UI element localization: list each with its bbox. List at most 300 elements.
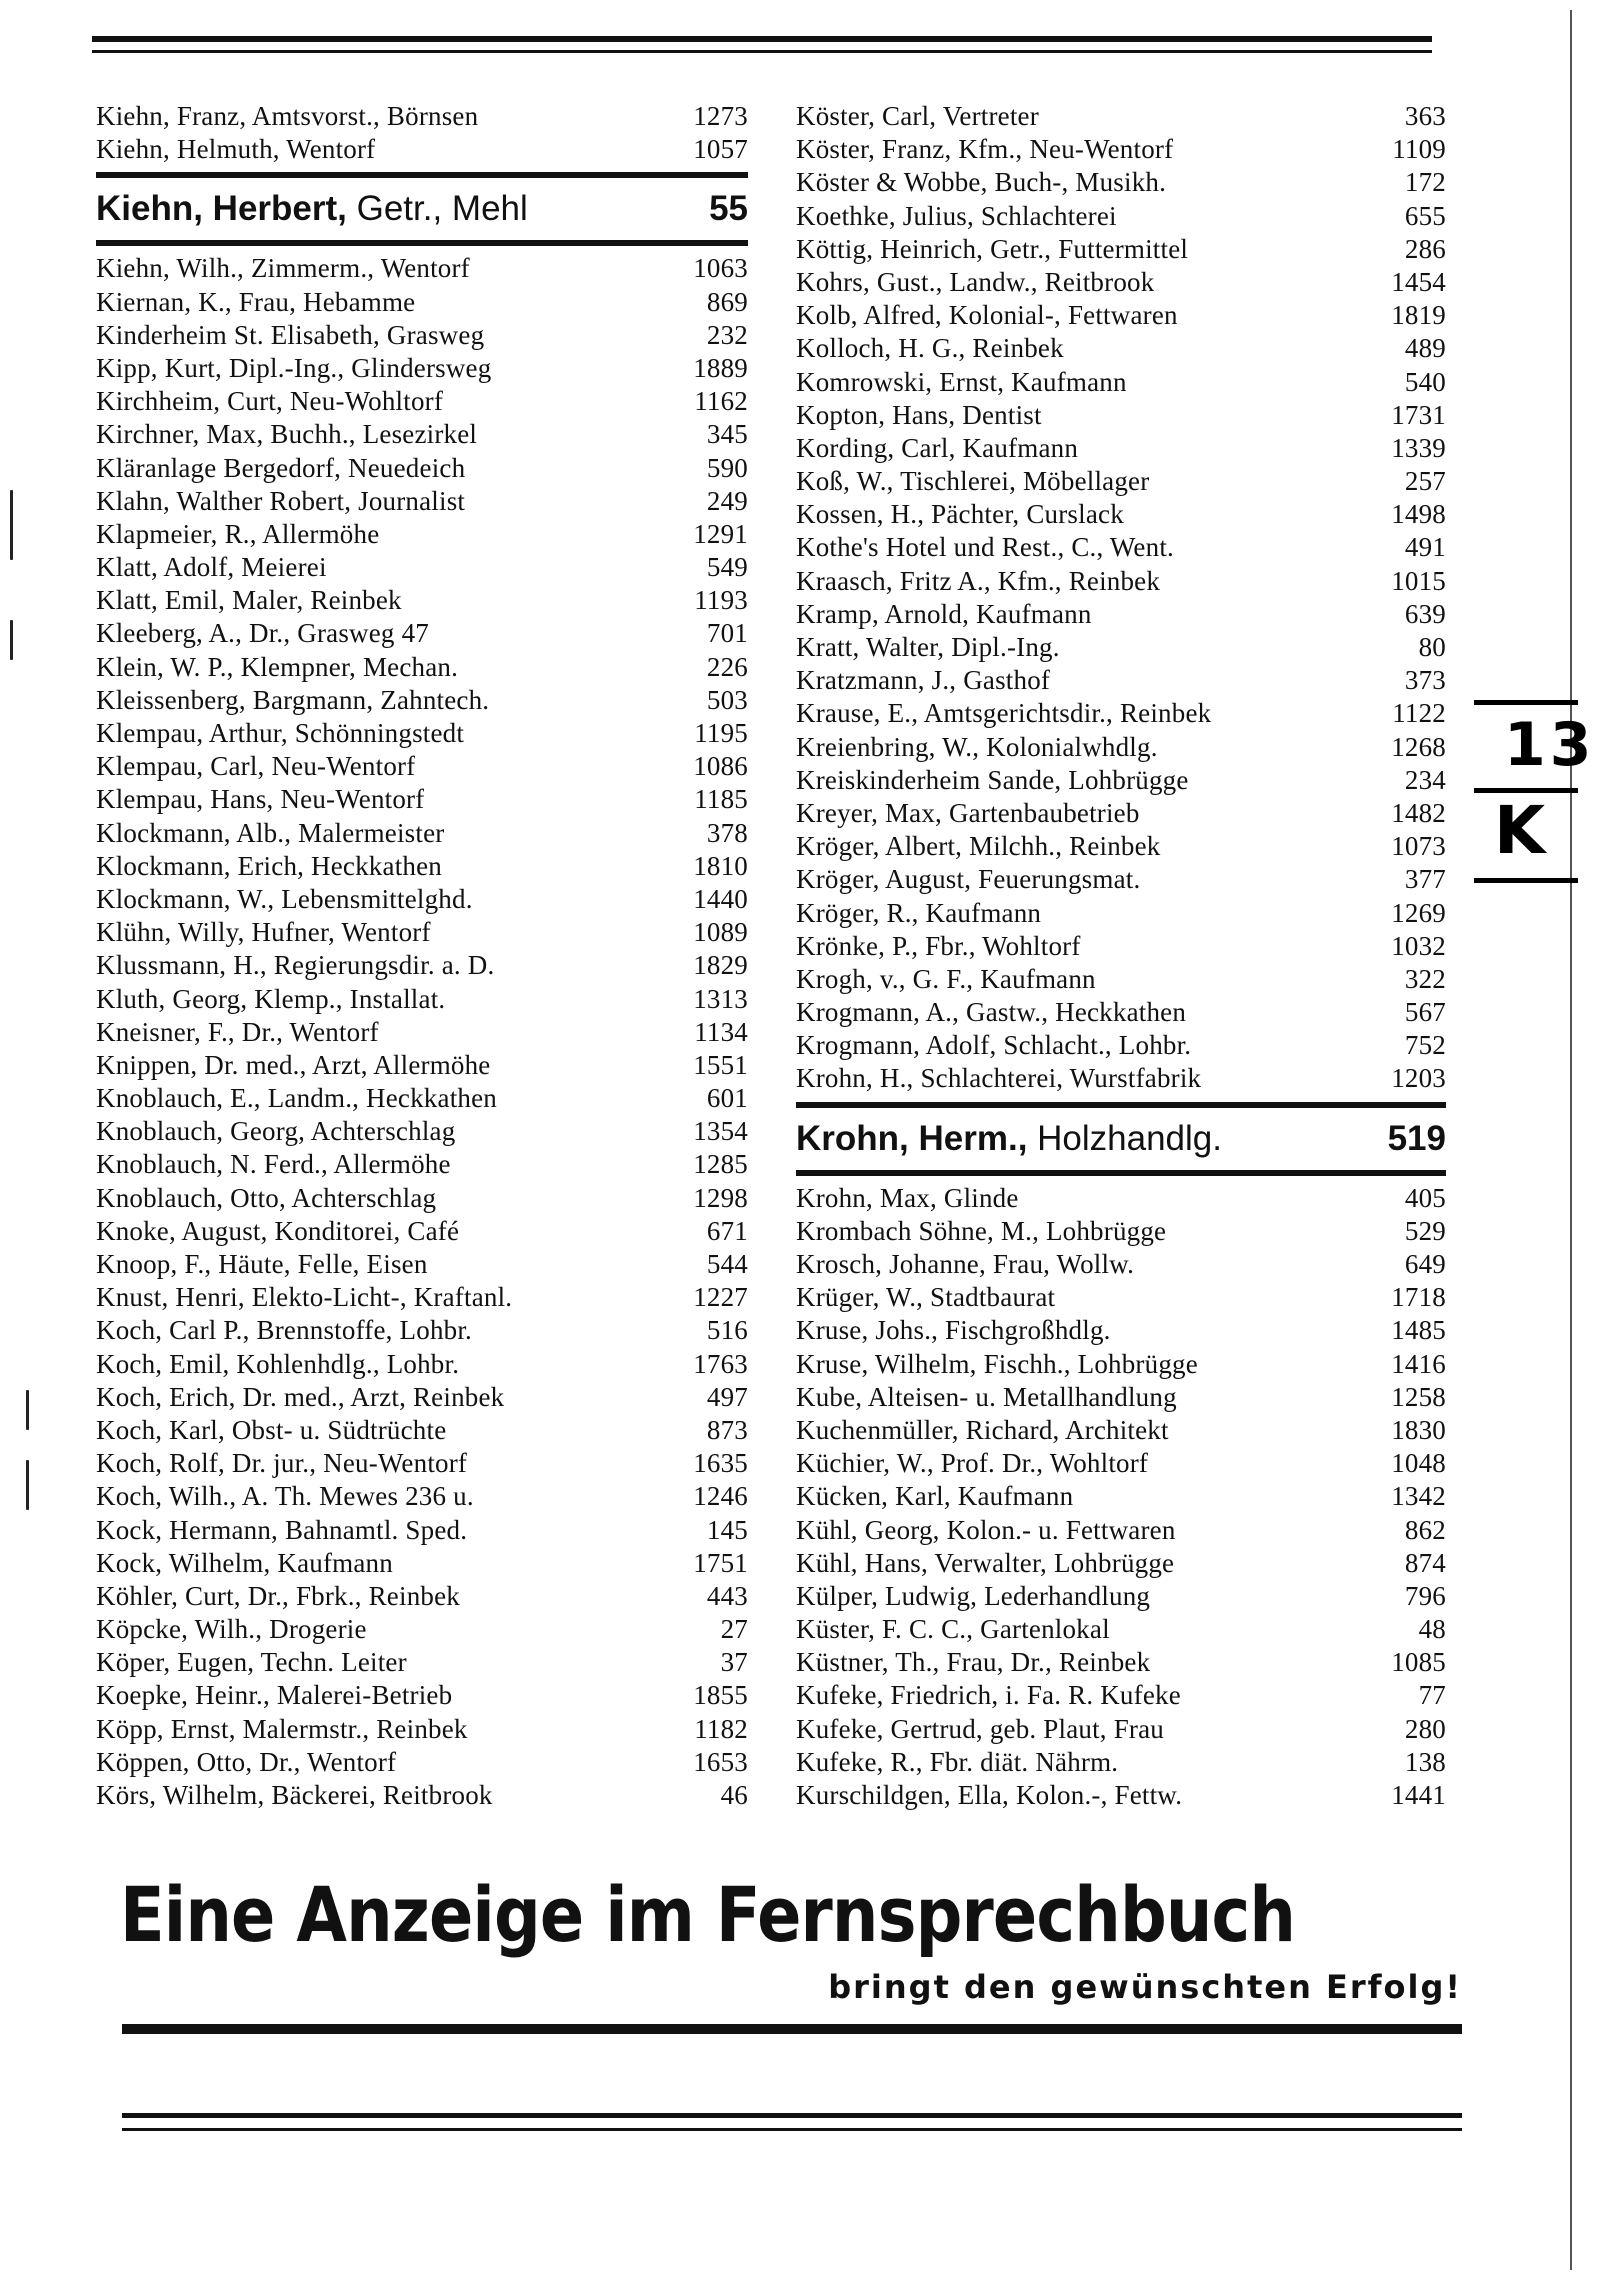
- listing-name: Kossen, H., Pächter, Curslack: [796, 499, 1124, 530]
- listing-phone-number: 1298: [693, 1182, 748, 1213]
- listing-phone-number: 1291: [693, 518, 748, 549]
- listing-row: [796, 1381, 1446, 1414]
- listing-phone-number: 80: [1418, 632, 1446, 662]
- listing-row: [796, 133, 1446, 166]
- listing-row: [796, 1779, 1446, 1812]
- listing-phone-number: 443: [706, 1580, 748, 1611]
- listing-row: [96, 1314, 748, 1347]
- listing-name: Koch, Wilh., A. Th. Mewes 236 u.: [96, 1481, 474, 1512]
- listing-name: Krogmann, A., Gastw., Heckkathen: [796, 997, 1187, 1028]
- listing-phone-number: 1085: [1391, 1647, 1446, 1678]
- listing-name-rest: Holzhandlg.: [1027, 1118, 1222, 1158]
- listing-phone-number: 671: [706, 1215, 748, 1246]
- listing-phone-number: 280: [1404, 1713, 1446, 1744]
- listing-phone-number: 373: [1404, 665, 1446, 696]
- listing-row: [796, 1646, 1446, 1679]
- listing-row: [96, 1049, 748, 1082]
- listing-name: Komrowski, Ernst, Kaufmann: [796, 366, 1127, 397]
- listing-name: Koch, Carl P., Brennstoffe, Lohbr.: [96, 1315, 473, 1346]
- listing-phone-number: 516: [706, 1315, 748, 1346]
- directory-column-left: [96, 100, 748, 1812]
- listing-name: Klein, W. P., Klempner, Mechan.: [96, 651, 459, 682]
- listing-name: Köpcke, Wilh., Drogerie: [96, 1614, 367, 1645]
- listing-phone-number: 1339: [1391, 432, 1446, 463]
- listing-row: [796, 731, 1446, 764]
- advert-headline: Eine Anzeige im Fernsprechbuch: [120, 1870, 1296, 1959]
- listing-name: Kreiskinderheim Sande, Lohbrügge: [796, 764, 1189, 795]
- listing-phone-number: 1830: [1391, 1414, 1446, 1445]
- listing-name: Kube, Alteisen- u. Metallhandlung: [796, 1381, 1177, 1412]
- listing-phone-number: 138: [1404, 1746, 1446, 1777]
- listing-phone-number: 1268: [1391, 731, 1446, 762]
- listing-name: Krause, E., Amtsgerichtsdir., Reinbek: [796, 698, 1212, 729]
- section-tab-bar-bottom: [1474, 878, 1578, 883]
- listing-row: [796, 166, 1446, 199]
- listing-name: Kreyer, Max, Gartenbaubetrieb: [796, 797, 1140, 828]
- listing-row: [796, 697, 1446, 730]
- listing-row: [96, 352, 748, 385]
- listing-phone-number: 363: [1404, 101, 1446, 131]
- listing-name: Knoblauch, Otto, Achterschlag: [96, 1182, 437, 1213]
- listing-name: [96, 189, 528, 229]
- listing-phone-number: 590: [706, 452, 748, 483]
- section-tab: [1474, 700, 1596, 880]
- listing-phone-number: 1551: [693, 1049, 748, 1080]
- listing-phone-number: 322: [1404, 963, 1446, 994]
- listing-row: [96, 783, 748, 816]
- listing-row: [96, 551, 748, 584]
- listing-name: Kreienbring, W., Kolonialwhdlg.: [796, 731, 1158, 762]
- listing-row: [796, 1746, 1446, 1779]
- listing-row: [796, 1713, 1446, 1746]
- listing-phone-number: 345: [706, 419, 748, 450]
- listing-row: [96, 1779, 748, 1812]
- listing-name: Kraasch, Fritz A., Kfm., Reinbek: [796, 565, 1161, 596]
- listing-phone-number: 1342: [1391, 1481, 1446, 1512]
- listing-phone-number: 226: [706, 651, 748, 682]
- listing-row: [96, 1115, 748, 1148]
- listing-phone-number: 1819: [1391, 300, 1446, 331]
- listing-row: [96, 1646, 748, 1679]
- listing-phone-number: 1482: [1391, 797, 1446, 828]
- listing-row: [796, 1679, 1446, 1712]
- listing-name: Klapmeier, R., Allermöhe: [96, 518, 380, 549]
- listing-phone-number: 77: [1418, 1680, 1446, 1711]
- listing-phone-number: 1718: [1391, 1282, 1446, 1313]
- listing-phone-number: 1193: [694, 585, 748, 616]
- listing-row: [96, 485, 748, 518]
- listing-row: [796, 664, 1446, 697]
- listing-phone-number: 1273: [693, 101, 748, 131]
- listing-row: [96, 883, 748, 916]
- listing-row: [96, 983, 748, 1016]
- listing-row: [96, 418, 748, 451]
- listing-row: [96, 452, 748, 485]
- listing-row: [796, 498, 1446, 531]
- listing-row: [96, 1148, 748, 1181]
- listing-name-rest: Getr., Mehl: [346, 189, 528, 229]
- listing-phone-number: 1440: [693, 883, 748, 914]
- listing-phone-number: 1485: [1391, 1315, 1446, 1346]
- listing-phone-number: 1057: [693, 134, 748, 165]
- listing-phone-number: 1731: [1391, 399, 1446, 430]
- listing-row: [96, 1082, 748, 1115]
- listing-row: [796, 797, 1446, 830]
- listing-phone-number: 37: [720, 1647, 748, 1678]
- listing-phone-number: 519: [1387, 1118, 1446, 1158]
- listing-name-bold: Kiehn, Herbert,: [96, 189, 347, 229]
- listing-row: [796, 1447, 1446, 1480]
- listing-name: Knust, Henri, Elekto-Licht-, Kraftanl.: [96, 1282, 513, 1313]
- listing-name: Koch, Emil, Kohlenhdlg., Lohbr.: [96, 1348, 460, 1379]
- listing-row: [96, 1182, 748, 1215]
- listing-name: Kolloch, H. G., Reinbek: [796, 333, 1064, 364]
- featured-listing: [796, 1102, 1446, 1176]
- listing-phone-number: 1063: [693, 253, 748, 284]
- listing-phone-number: 257: [1404, 466, 1446, 497]
- listing-row: [796, 565, 1446, 598]
- listing-phone-number: 1032: [1391, 930, 1446, 961]
- listing-row: [796, 399, 1446, 432]
- listing-phone-number: 1048: [1391, 1448, 1446, 1479]
- listing-name: Kock, Wilhelm, Kaufmann: [96, 1547, 393, 1578]
- listing-row: [796, 963, 1446, 996]
- top-rule-thick: [92, 36, 1432, 42]
- listing-name: Krohn, Max, Glinde: [796, 1182, 1019, 1213]
- listing-phone-number: 378: [706, 817, 748, 848]
- listing-phone-number: 172: [1404, 167, 1446, 198]
- listing-phone-number: 1258: [1391, 1381, 1446, 1412]
- listing-name: Küchier, W., Prof. Dr., Wohltorf: [796, 1448, 1149, 1479]
- listing-phone-number: 752: [1404, 1030, 1446, 1061]
- listing-name: Krosch, Johanne, Frau, Wollw.: [796, 1249, 1135, 1279]
- listing-row: [796, 1248, 1446, 1281]
- listing-name: Kothe's Hotel und Rest., C., Went.: [796, 532, 1174, 563]
- section-tab-bar-top: [1474, 700, 1578, 705]
- listing-name: Knoblauch, N. Ferd., Allermöhe: [96, 1149, 451, 1180]
- listing-phone-number: 503: [706, 684, 748, 715]
- listing-row: [796, 1029, 1446, 1062]
- listing-phone-number: 869: [706, 286, 748, 317]
- listing-name: Kücken, Karl, Kaufmann: [796, 1481, 1074, 1512]
- listing-phone-number: 234: [1404, 764, 1446, 795]
- listing-row: [96, 1348, 748, 1381]
- listing-name: Kurschildgen, Ella, Kolon.-, Fettw.: [796, 1780, 1183, 1810]
- listing-row: [96, 1215, 748, 1248]
- listing-name: Kröger, August, Feuerungsmat.: [796, 864, 1141, 895]
- listing-name: Köster, Franz, Kfm., Neu-Wentorf: [796, 134, 1174, 165]
- listing-name: Kuchenmüller, Richard, Architekt: [796, 1414, 1169, 1445]
- listing-row: [796, 100, 1446, 133]
- listing-row: [796, 897, 1446, 930]
- margin-mark: [10, 490, 13, 560]
- listing-phone-number: 249: [706, 485, 748, 516]
- listing-name: Krüger, W., Stadtbaurat: [796, 1282, 1056, 1313]
- listing-row: [96, 286, 748, 319]
- listing-row: [796, 1613, 1446, 1646]
- listing-name: Kiernan, K., Frau, Hebamme: [96, 286, 416, 317]
- listing-name: Krönke, P., Fbr., Wohltorf: [796, 930, 1081, 961]
- listing-phone-number: 1086: [693, 751, 748, 782]
- listing-name: Külper, Ludwig, Lederhandlung: [796, 1580, 1151, 1611]
- listing-row: [796, 1414, 1446, 1447]
- listing-row: [96, 817, 748, 850]
- listing-phone-number: 601: [706, 1083, 748, 1114]
- listing-name: Kiehn, Wilh., Zimmerm., Wentorf: [96, 253, 470, 284]
- listing-phone-number: 796: [1404, 1580, 1446, 1611]
- listing-row: [96, 518, 748, 551]
- listing-name: Kramp, Arnold, Kaufmann: [796, 598, 1092, 629]
- margin-mark: [26, 1390, 29, 1430]
- top-rule-thin: [92, 50, 1432, 53]
- listing-row: [796, 1514, 1446, 1547]
- listing-row: [96, 133, 748, 166]
- bottom-rule-thin: [122, 2128, 1462, 2131]
- listing-name: Krogh, v., G. F., Kaufmann: [796, 963, 1096, 994]
- listing-name: Köppen, Otto, Dr., Wentorf: [96, 1746, 397, 1777]
- listing-name: Köttig, Heinrich, Getr., Futtermittel: [796, 233, 1189, 264]
- listing-row: [796, 531, 1446, 564]
- listing-phone-number: 1763: [693, 1348, 748, 1379]
- listing-phone-number: 1015: [1391, 565, 1446, 596]
- listing-phone-number: 701: [706, 618, 748, 649]
- listing-phone-number: 1653: [693, 1746, 748, 1777]
- listing-name-bold: Krohn, Herm.,: [796, 1118, 1028, 1158]
- listing-row: [96, 750, 748, 783]
- listing-row: [796, 1314, 1446, 1347]
- listing-phone-number: 1635: [693, 1448, 748, 1479]
- listing-phone-number: 48: [1418, 1614, 1446, 1645]
- listing-phone-number: 1751: [693, 1547, 748, 1578]
- listing-row: [796, 1215, 1446, 1248]
- listing-name: Klockmann, Erich, Heckkathen: [96, 850, 442, 881]
- directory-column-right: [796, 100, 1446, 1812]
- listing-name: Klempau, Arthur, Schönningstedt: [96, 718, 465, 748]
- listing-row: [96, 684, 748, 717]
- listing-phone-number: 655: [1404, 200, 1446, 231]
- section-tab-page: 13: [1504, 710, 1596, 780]
- listing-phone-number: 1498: [1391, 499, 1446, 530]
- listing-name: Knoblauch, E., Landm., Heckkathen: [96, 1083, 497, 1114]
- listing-phone-number: 1073: [1391, 831, 1446, 862]
- listing-name: Knoop, F., Häute, Felle, Eisen: [96, 1249, 428, 1279]
- listing-phone-number: 1354: [693, 1116, 748, 1147]
- listing-name: Kording, Carl, Kaufmann: [796, 432, 1079, 463]
- listing-row: [796, 1348, 1446, 1381]
- listing-row: [96, 1514, 748, 1547]
- listing-phone-number: 649: [1404, 1249, 1446, 1279]
- listing-phone-number: 1441: [1391, 1780, 1446, 1810]
- listing-phone-number: 405: [1404, 1182, 1446, 1213]
- listing-row: [96, 1580, 748, 1613]
- listing-phone-number: 232: [706, 319, 748, 350]
- listing-phone-number: 1416: [1391, 1348, 1446, 1379]
- listing-name: Krogmann, Adolf, Schlacht., Lohbr.: [796, 1030, 1192, 1061]
- listing-name: Kröger, Albert, Milchh., Reinbek: [796, 831, 1161, 862]
- listing-phone-number: 1203: [1391, 1063, 1446, 1094]
- listing-row: [96, 1016, 748, 1049]
- listing-name: Klockmann, Alb., Malermeister: [96, 817, 445, 848]
- listing-name: Kröger, R., Kaufmann: [796, 897, 1042, 928]
- listing-row: [796, 233, 1446, 266]
- listing-name: Kleeberg, A., Dr., Grasweg 47: [96, 618, 429, 649]
- listing-phone-number: 1109: [1392, 134, 1446, 165]
- bottom-rule-thick: [122, 2113, 1462, 2118]
- listing-row: [796, 465, 1446, 498]
- listing-phone-number: 544: [706, 1249, 748, 1279]
- listing-phone-number: 489: [1404, 333, 1446, 364]
- listing-row: [796, 1281, 1446, 1314]
- listing-row: [96, 717, 748, 750]
- listing-phone-number: 55: [709, 189, 748, 229]
- listing-phone-number: 639: [1404, 598, 1446, 629]
- listing-row: [796, 299, 1446, 332]
- listing-phone-number: 1227: [693, 1282, 748, 1313]
- listing-name: Koch, Erich, Dr. med., Arzt, Reinbek: [96, 1381, 505, 1412]
- listing-phone-number: 873: [706, 1414, 748, 1445]
- listing-name: Kruse, Wilhelm, Fischh., Lohbrügge: [796, 1348, 1198, 1379]
- listing-name: Knoke, August, Konditorei, Café: [96, 1215, 460, 1246]
- listing-phone-number: 377: [1404, 864, 1446, 895]
- listing-phone-number: 1246: [693, 1481, 748, 1512]
- listing-name: Kinderheim St. Elisabeth, Grasweg: [96, 319, 485, 350]
- listing-name: Klahn, Walther Robert, Journalist: [96, 485, 466, 516]
- listing-phone-number: 1182: [694, 1713, 748, 1744]
- listing-name: Kratzmann, J., Gasthof: [796, 665, 1051, 696]
- listing-phone-number: 1855: [693, 1680, 748, 1711]
- listing-name: [796, 1119, 1222, 1159]
- listing-name: Kläranlage Bergedorf, Neuedeich: [96, 452, 466, 483]
- listing-row: [96, 1248, 748, 1281]
- listing-name: Knoblauch, Georg, Achterschlag: [96, 1116, 456, 1147]
- listing-name: Küstner, Th., Frau, Dr., Reinbek: [796, 1647, 1151, 1678]
- listing-name: Kirchheim, Curt, Neu-Wohltorf: [96, 386, 444, 417]
- listing-name: Kufeke, R., Fbr. diät. Nährm.: [796, 1746, 1119, 1777]
- listing-row: [796, 332, 1446, 365]
- listing-phone-number: 1313: [693, 983, 748, 1014]
- listing-name: Klempau, Hans, Neu-Wentorf: [96, 784, 425, 815]
- listing-name: Klühn, Willy, Hufner, Wentorf: [96, 917, 431, 948]
- listing-name: Küster, F. C. C., Gartenlokal: [796, 1614, 1110, 1645]
- listing-phone-number: 1195: [694, 718, 748, 748]
- listing-row: [796, 432, 1446, 465]
- listing-name: Koch, Karl, Obst- u. Südtrüchte: [96, 1414, 447, 1445]
- listing-phone-number: 491: [1404, 532, 1446, 563]
- listing-name: Köster, Carl, Vertreter: [796, 101, 1039, 131]
- listing-phone-number: 540: [1404, 366, 1446, 397]
- listing-name: Koch, Rolf, Dr. jur., Neu-Wentorf: [96, 1448, 468, 1479]
- listing-row: [96, 1746, 748, 1779]
- listing-phone-number: 862: [1404, 1514, 1446, 1545]
- listing-name: Krombach Söhne, M., Lohbrügge: [796, 1215, 1167, 1246]
- listing-row: [796, 930, 1446, 963]
- listing-name: Kruse, Johs., Fischgroßhdlg.: [796, 1315, 1111, 1346]
- listing-phone-number: 1285: [693, 1149, 748, 1180]
- listing-name: Kirchner, Max, Buchh., Lesezirkel: [96, 419, 478, 450]
- listing-row: [96, 617, 748, 650]
- listing-row: [796, 200, 1446, 233]
- listing-row: [796, 1480, 1446, 1513]
- listing-name: Klatt, Adolf, Meierei: [96, 552, 327, 583]
- page-edge-line: [1570, 10, 1572, 2270]
- listing-phone-number: 497: [706, 1381, 748, 1412]
- listing-name: Kopton, Hans, Dentist: [796, 399, 1042, 430]
- listing-name: Klempau, Carl, Neu-Wentorf: [96, 751, 416, 782]
- listing-row: [796, 266, 1446, 299]
- listing-row: [96, 1679, 748, 1712]
- listing-phone-number: 1162: [694, 386, 748, 417]
- listing-row: [96, 1547, 748, 1580]
- listing-row: [96, 319, 748, 352]
- listing-row: [796, 996, 1446, 1029]
- listing-row: [96, 385, 748, 418]
- listing-row: [796, 1547, 1446, 1580]
- listing-name: Kolb, Alfred, Kolonial-, Fettwaren: [796, 300, 1178, 331]
- listing-row: [96, 1281, 748, 1314]
- listing-phone-number: 529: [1404, 1215, 1446, 1246]
- listing-row: [96, 1447, 748, 1480]
- listing-row: [796, 830, 1446, 863]
- listing-row: [796, 366, 1446, 399]
- listing-name: Kock, Hermann, Bahnamtl. Sped.: [96, 1514, 468, 1545]
- listing-name: Köper, Eugen, Techn. Leiter: [96, 1647, 407, 1678]
- listing-name: Köster & Wobbe, Buch-, Musikh.: [796, 167, 1167, 198]
- listing-name: Kratt, Walter, Dipl.-Ing.: [796, 632, 1060, 662]
- section-tab-letter: K: [1494, 792, 1546, 869]
- listing-row: [96, 850, 748, 883]
- listing-phone-number: 874: [1404, 1547, 1446, 1578]
- listing-row: [96, 1480, 748, 1513]
- listing-row: [796, 1062, 1446, 1095]
- listing-row: [796, 764, 1446, 797]
- listing-phone-number: 286: [1404, 233, 1446, 264]
- listing-name: Kiehn, Helmuth, Wentorf: [96, 134, 376, 165]
- listing-row: [796, 1580, 1446, 1613]
- listing-name: Köpp, Ernst, Malermstr., Reinbek: [96, 1713, 468, 1744]
- listing-name: Koethke, Julius, Schlachterei: [796, 200, 1117, 231]
- listing-phone-number: 1269: [1391, 897, 1446, 928]
- listing-phone-number: 567: [1404, 997, 1446, 1028]
- listing-row: [796, 598, 1446, 631]
- listing-name: Klockmann, W., Lebensmittelghd.: [96, 883, 473, 914]
- listing-phone-number: 1454: [1391, 266, 1446, 297]
- listing-row: [96, 949, 748, 982]
- listing-name: Koß, W., Tischlerei, Möbellager: [796, 466, 1150, 497]
- listing-name: Kufeke, Friedrich, i. Fa. R. Kufeke: [796, 1680, 1181, 1711]
- listing-name: Kiehn, Franz, Amtsvorst., Börnsen: [96, 101, 479, 131]
- listing-row: [96, 1613, 748, 1646]
- listing-name: Kohrs, Gust., Landw., Reitbrook: [796, 266, 1155, 297]
- listing-row: [796, 631, 1446, 664]
- listing-name: Klatt, Emil, Maler, Reinbek: [96, 585, 402, 616]
- featured-listing: [96, 172, 748, 246]
- listing-row: [96, 1713, 748, 1746]
- listing-name: Knippen, Dr. med., Arzt, Allermöhe: [96, 1049, 491, 1080]
- margin-mark: [10, 620, 13, 660]
- listing-name: Koepke, Heinr., Malerei-Betrieb: [96, 1680, 453, 1711]
- listing-row: [96, 916, 748, 949]
- listing-phone-number: 27: [720, 1614, 748, 1645]
- listing-row: [96, 584, 748, 617]
- listing-row: [96, 1414, 748, 1447]
- listing-phone-number: 1829: [693, 950, 748, 981]
- listing-name: Klussmann, H., Regierungsdir. a. D.: [96, 950, 495, 981]
- listing-name: Köhler, Curt, Dr., Fbrk., Reinbek: [96, 1580, 460, 1611]
- listing-name: Krohn, H., Schlachterei, Wurstfabrik: [796, 1063, 1202, 1094]
- listing-name: Kühl, Hans, Verwalter, Lohbrügge: [796, 1547, 1175, 1578]
- listing-phone-number: 1134: [694, 1016, 748, 1047]
- listing-name: Kleissenberg, Bargmann, Zahntech.: [96, 684, 490, 715]
